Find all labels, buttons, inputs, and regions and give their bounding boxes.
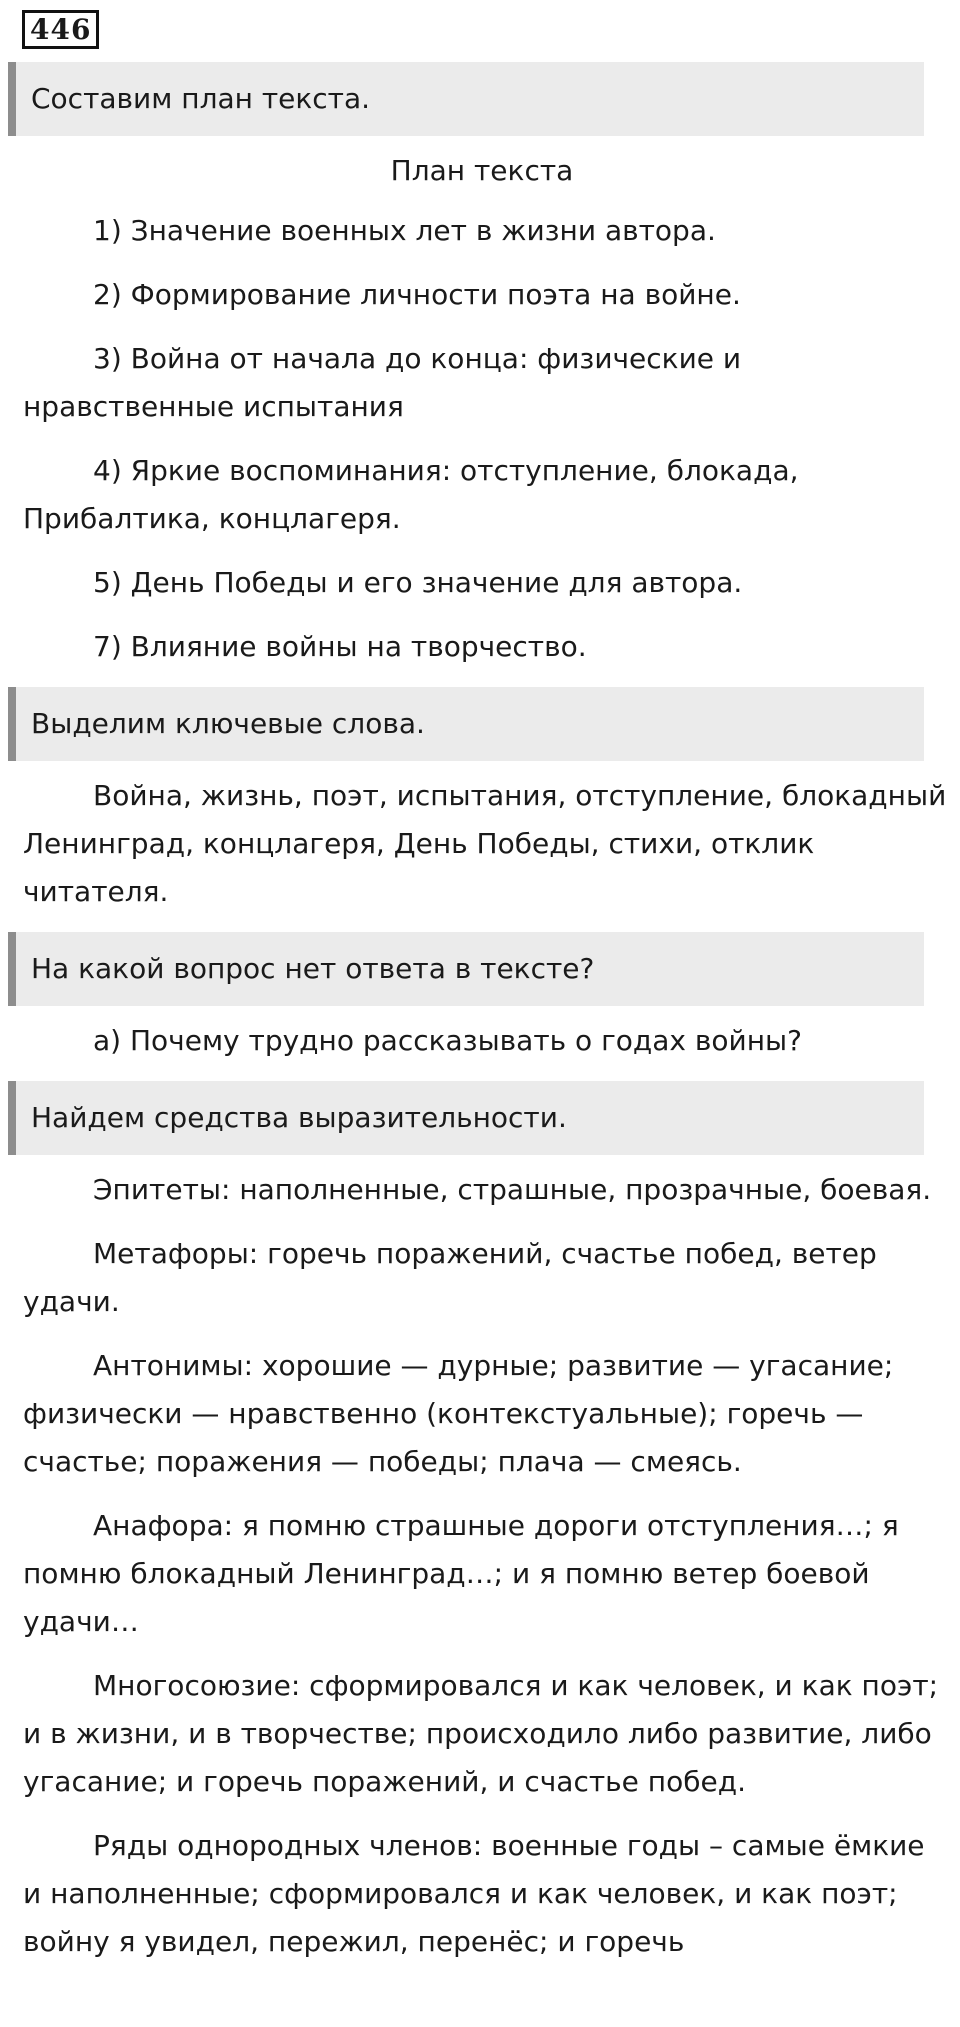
section-header-keywords: Выделим ключевые слова. [8, 687, 924, 761]
section-header-question: На какой вопрос нет ответа в тексте? [8, 932, 924, 1006]
means-epithets: Эпитеты: наполненные, страшные, прозрачные, боевая. [93, 1173, 932, 1206]
plan-item: 4) Яркие воспоминания: отступление, блокада, Прибалтика, концлагеря. [23, 454, 799, 535]
question-answer: а) Почему трудно рассказывать о годах войны? [93, 1024, 803, 1057]
means-antonyms: Антонимы: хорошие — дурные; развитие — угасание; физически — нравственно (контекстуальные); горечь — счастье; поражения — победы; плача — смеясь. [23, 1349, 894, 1478]
plan-item: 2) Формирование личности поэта на войне. [93, 278, 741, 311]
plan-item: 1) Значение военных лет в жизни автора. [93, 214, 716, 247]
plan-item: 7) Влияние войны на творчество. [93, 630, 587, 663]
answer-content [8, 62, 960, 1982]
means-anaphora: Анафора: я помню страшные дороги отступления…; я помню блокадный Ленинград…; и я помню ветер боевой удачи… [23, 1509, 899, 1638]
means-homogeneous: Ряды однородных членов: военные годы – самые ёмкие и наполненные; сформировался и как человек, и как поэт; войну я увидел, пережил, перенёс; и горечь [23, 1829, 925, 1958]
means-metaphors: Метафоры: горечь поражений, счастье побед, ветер удачи. [23, 1237, 877, 1318]
plan-item: 5) День Победы и его значение для автора. [93, 566, 743, 599]
section-header-plan: Составим план текста. [8, 62, 924, 136]
plan-item: 3) Война от начала до конца: физические и нравственные испытания [23, 342, 742, 423]
plan-title: План текста [390, 154, 574, 187]
keywords-paragraph: Война, жизнь, поэт, испытания, отступление, блокадный Ленинград, концлагеря, День Победы, стихи, отклик читателя. [23, 779, 947, 908]
task-number: 446 [22, 10, 99, 49]
section-header-means: Найдем средства выразительности. [8, 1081, 924, 1155]
means-polysyndeton: Многосоюзие: сформировался и как человек, и как поэт; и в жизни, и в творчестве; происходило либо развитие, либо угасание; и горечь поражений, и счастье побед. [23, 1669, 939, 1798]
